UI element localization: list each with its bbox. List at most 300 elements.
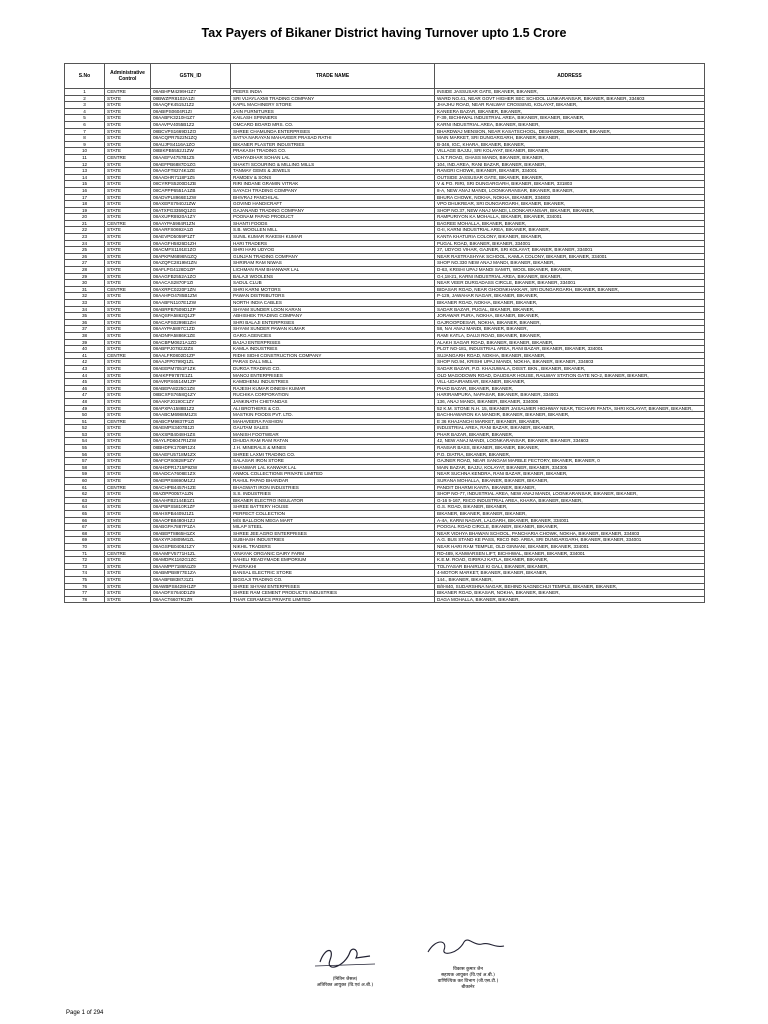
- cell-gstn: 08BIKPB5552J1ZW: [151, 148, 231, 155]
- cell-admin-control: STATE: [105, 253, 151, 260]
- cell-admin-control: STATE: [105, 543, 151, 550]
- cell-admin-control: CENTRE: [105, 484, 151, 491]
- cell-address: SHOP NO.94, KRISHI UPAJ MANDI, NOKHA, BIKANER, BIKANER, 334803: [435, 359, 705, 366]
- cell-sno: 38: [65, 332, 105, 339]
- cell-sno: 42: [65, 359, 105, 366]
- cell-sno: 61: [65, 484, 105, 491]
- table-row: [65, 596, 705, 603]
- table-row: [65, 451, 705, 458]
- table-row: [65, 300, 705, 307]
- table-row: [65, 484, 705, 491]
- cell-gstn: 08AARFS0692A1ZI: [151, 227, 231, 234]
- cell-address: A.G. BUS STAND KE PASS, RIICO IND. AREA, SRI DUNGARGARH, BIKANER, BIKANER, 334001: [435, 537, 705, 544]
- cell-sno: 1: [65, 89, 105, 96]
- cell-address: NEAR HARI RAM TEMPLE, OLD GINNANI, BIKANER, BIKANER, 334001: [435, 543, 705, 550]
- cell-admin-control: STATE: [105, 392, 151, 399]
- table-row: [65, 405, 705, 412]
- cell-gstn: 08AAMFV5771H1ZL: [151, 550, 231, 557]
- signature-right-scribble-icon: [408, 934, 528, 962]
- cell-sno: 64: [65, 504, 105, 511]
- cell-sno: 10: [65, 148, 105, 155]
- cell-address: P-129, JAWAHAR NAGAR, BIKANER, BIKANER,: [435, 293, 705, 300]
- cell-sno: 21: [65, 220, 105, 227]
- cell-sno: 63: [65, 497, 105, 504]
- cell-sno: 73: [65, 563, 105, 570]
- table-row: [65, 280, 705, 287]
- cell-gstn: 08AAHFB2144B1Z1: [151, 497, 231, 504]
- cell-gstn: 08AXEPS7940J1ZW: [151, 201, 231, 208]
- cell-sno: 32: [65, 293, 105, 300]
- table-row: [65, 306, 705, 313]
- cell-gstn: 08ACHPB4457H1ZE: [151, 484, 231, 491]
- table-row: [65, 273, 705, 280]
- cell-address: SHOP NO.37, NEW ANAJ MANDI, LOONKARANSAR, BIKANER, BIKANER,: [435, 207, 705, 214]
- cell-admin-control: STATE: [105, 108, 151, 115]
- cell-trade-name: PARAS DALL MILL: [231, 359, 435, 366]
- table-row: [65, 227, 705, 234]
- cell-sno: 47: [65, 392, 105, 399]
- cell-gstn: 08AXRPC0220F1ZN: [151, 286, 231, 293]
- table-row: [65, 524, 705, 531]
- cell-address: 144., BIKANER, BIKANER,: [435, 576, 705, 583]
- cell-trade-name: PAWAN DISTRIBUTORS: [231, 293, 435, 300]
- cell-address: KANEERA BAZAR, BIKANER, BIKANER,: [435, 108, 705, 115]
- table-row: [65, 583, 705, 590]
- cell-admin-control: STATE: [105, 121, 151, 128]
- cell-gstn: 08AAEFV4757B1Z5: [151, 154, 231, 161]
- cell-address: ALAKH SAGAR ROAD, BIKANER, BIKANER, BIKANER,: [435, 339, 705, 346]
- cell-trade-name: PRAKASH TRADING CO.: [231, 148, 435, 155]
- cell-address: PUGAL ROAD, BIKANER, BIKANER, 334001: [435, 240, 705, 247]
- table-row: [65, 359, 705, 366]
- cell-gstn: 08AADFS7640D1Z9: [151, 590, 231, 597]
- cell-trade-name: DHUDA RAM RAM RATAN: [231, 438, 435, 445]
- table-row: [65, 174, 705, 181]
- cell-sno: 44: [65, 372, 105, 379]
- cell-admin-control: STATE: [105, 596, 151, 603]
- cell-trade-name: SHREE RAM CEMENT PRODUCTS INDUSTRIES: [231, 590, 435, 597]
- cell-trade-name: SUNIL KUMAR RAKESH KUMAR: [231, 234, 435, 241]
- cell-trade-name: BIKANER ELECTRO INSULATOR: [231, 497, 435, 504]
- cell-trade-name: GAJANAND TRADING COMPANY: [231, 207, 435, 214]
- cell-admin-control: STATE: [105, 102, 151, 109]
- table-row: [65, 247, 705, 254]
- table-row: [65, 201, 705, 208]
- cell-gstn: 08ABCPM9837P1ZI: [151, 418, 231, 425]
- cell-trade-name: RAMDEV & SONS: [231, 174, 435, 181]
- cell-trade-name: MILAP STEEL: [231, 524, 435, 531]
- table-row: [65, 135, 705, 142]
- table-row: [65, 115, 705, 122]
- table-row: [65, 286, 705, 293]
- cell-gstn: 08AUJPS4116A1ZO: [151, 141, 231, 148]
- cell-gstn: 08AGSPB0408J1ZY: [151, 543, 231, 550]
- cell-sno: 78: [65, 596, 105, 603]
- table-row: [65, 511, 705, 518]
- cell-address: BIKANER ROAD, NOKHA, BIKANER, BIKANER,: [435, 300, 705, 307]
- cell-trade-name: SHRI HARI UDYOG: [231, 247, 435, 254]
- table-row: [65, 497, 705, 504]
- cell-gstn: 08CYRPS5200D1ZB: [151, 181, 231, 188]
- cell-admin-control: STATE: [105, 458, 151, 465]
- cell-trade-name: PEERS INDIA: [231, 89, 435, 96]
- cell-sno: 43: [65, 365, 105, 372]
- cell-sno: 66: [65, 517, 105, 524]
- cell-admin-control: STATE: [105, 95, 151, 102]
- cell-sno: 23: [65, 234, 105, 241]
- table-row: [65, 89, 705, 96]
- cell-address: G-16 5-167, RIICO INDUSTRIAL AREA, KHARA, BIKANER, BIKANER,: [435, 497, 705, 504]
- cell-trade-name: BAJAJ ENTERPRISES: [231, 339, 435, 346]
- cell-trade-name: ABHISHEK TRADING COMPANY: [231, 313, 435, 320]
- cell-sno: 76: [65, 583, 105, 590]
- cell-address: SURANA MOHALLA, BIKANER, BIKANER, BIKANER,: [435, 478, 705, 485]
- cell-admin-control: STATE: [105, 135, 151, 142]
- cell-trade-name: GARG AGENCIES: [231, 332, 435, 339]
- cell-sno: 33: [65, 300, 105, 307]
- cell-admin-control: STATE: [105, 405, 151, 412]
- cell-sno: 37: [65, 326, 105, 333]
- cell-trade-name: SAHELI READYMADE EMPORIUM: [231, 557, 435, 564]
- cell-address: RANGRI CHOWK, BIKANER, BIKANER, 334001: [435, 168, 705, 175]
- table-row: [65, 365, 705, 372]
- cell-sno: 70: [65, 543, 105, 550]
- cell-admin-control: STATE: [105, 530, 151, 537]
- header-gstn: GSTN_ID: [151, 64, 231, 89]
- cell-trade-name: SHRI BALAJI ENTERPRISES: [231, 319, 435, 326]
- cell-admin-control: STATE: [105, 194, 151, 201]
- table-row: [65, 530, 705, 537]
- page-number: Page 1 of 294: [66, 1010, 104, 1016]
- cell-trade-name: SAYACH TRADING COMPANY: [231, 187, 435, 194]
- cell-admin-control: STATE: [105, 273, 151, 280]
- table-row: [65, 478, 705, 485]
- cell-gstn: 08ABMPB8977E1ZA: [151, 570, 231, 577]
- cell-address: P.O. DIATRA, BIKANER, BIKANER,: [435, 451, 705, 458]
- cell-address: K.E.M. ROAD, GIRIRAJ KATLA, BIKANER, BIKANER,: [435, 557, 705, 564]
- cell-admin-control: STATE: [105, 570, 151, 577]
- cell-sno: 53: [65, 431, 105, 438]
- cell-trade-name: SATYA NARAYAN MAHAVEER PRASAD RATHI: [231, 135, 435, 142]
- table-row: [65, 141, 705, 148]
- cell-address: PHAR BAZAR, BIKANER, BIKANER,: [435, 431, 705, 438]
- cell-sno: 62: [65, 491, 105, 498]
- cell-gstn: 08AABFN1107E1ZW: [151, 300, 231, 307]
- cell-gstn: 08ACBPM0621A1ZD: [151, 339, 231, 346]
- cell-sno: 15: [65, 181, 105, 188]
- cell-trade-name: SALASAR IRON STORE: [231, 458, 435, 465]
- cell-sno: 19: [65, 207, 105, 214]
- table-row: [65, 570, 705, 577]
- table-row: [65, 504, 705, 511]
- cell-admin-control: STATE: [105, 590, 151, 597]
- cell-admin-control: STATE: [105, 491, 151, 498]
- cell-sno: 51: [65, 418, 105, 425]
- cell-address: 58, NAI ANAJ MANDI, BIKANER, BIKANER,: [435, 326, 705, 333]
- table-row: [65, 128, 705, 135]
- cell-trade-name: GUNJAN TRADING COMPANY: [231, 253, 435, 260]
- table-row: [65, 313, 705, 320]
- cell-admin-control: STATE: [105, 234, 151, 241]
- cell-trade-name: THAR CERAMICS PRIVATE LIMITED: [231, 596, 435, 603]
- table-row: [65, 168, 705, 175]
- cell-sno: 2: [65, 95, 105, 102]
- cell-address: MAIN MARKET, SRI DUNGARGARH, BIKANER, BIKANER,: [435, 135, 705, 142]
- cell-gstn: 08AXYPJ4809M1ZL: [151, 537, 231, 544]
- cell-gstn: 08ABHPM4299H1Z7: [151, 89, 231, 96]
- cell-trade-name: OMCARD BOARD MRS. CO.: [231, 121, 435, 128]
- cell-sno: 27: [65, 260, 105, 267]
- cell-sno: 29: [65, 273, 105, 280]
- cell-sno: 8: [65, 135, 105, 142]
- table-row: [65, 240, 705, 247]
- cell-trade-name: SHAKTI SCOURING & MILLING MILLS: [231, 161, 435, 168]
- header-sno: S.No: [65, 64, 105, 89]
- cell-sno: 71: [65, 550, 105, 557]
- cell-admin-control: STATE: [105, 313, 151, 320]
- cell-sno: 20: [65, 214, 105, 221]
- cell-gstn: 08AAGFH5826D1ZH: [151, 240, 231, 247]
- cell-address: GAJNER ROAD, NEAR SANGAM MARBLE FECTORY, BIKANER, BIKANER, 0: [435, 458, 705, 465]
- cell-gstn: 08AAEFU5718M1ZX: [151, 451, 231, 458]
- cell-trade-name: SHREE JEE AGRO ENTERPRISES: [231, 530, 435, 537]
- cell-address: RAMI KATLA, DAUJI ROAD, BIKANER, BIKANER,: [435, 332, 705, 339]
- cell-admin-control: STATE: [105, 300, 151, 307]
- table-row: [65, 471, 705, 478]
- table-row: [65, 194, 705, 201]
- cell-sno: 49: [65, 405, 105, 412]
- cell-sno: 52: [65, 425, 105, 432]
- table-row: [65, 445, 705, 452]
- header-admin-control: Administrative Control: [105, 64, 151, 89]
- cell-trade-name: BHIVRAJ PANCHILAL: [231, 194, 435, 201]
- cell-gstn: 08ADNPA5886K1ZE: [151, 332, 231, 339]
- cell-trade-name: NORTH INDIA CABLES: [231, 300, 435, 307]
- cell-admin-control: STATE: [105, 319, 151, 326]
- cell-sno: 12: [65, 161, 105, 168]
- cell-sno: 46: [65, 385, 105, 392]
- cell-address: 42, NEW ANAJ MANDI, LOONKARANSAR, BIKANER, BIKANER, 334603: [435, 438, 705, 445]
- cell-trade-name: MANOJ ENTERPRISES: [231, 372, 435, 379]
- cell-gstn: 08AACT6607R1ZR: [151, 596, 231, 603]
- cell-admin-control: STATE: [105, 385, 151, 392]
- cell-trade-name: BANSAL ELECTRIC STORE: [231, 570, 435, 577]
- cell-address: INSIDE JASSUSAR GATE, BIKANER, BIKANER,: [435, 89, 705, 96]
- cell-sno: 45: [65, 379, 105, 386]
- cell-address: G-I,18-21, KARNI INDUSTRIAL AREA, BIKANER, BIKANER,: [435, 273, 705, 280]
- cell-gstn: 08AABCM6988M1ZS: [151, 412, 231, 419]
- table-row: [65, 332, 705, 339]
- cell-address: 8-A, NEW ANAJ MANDI, LOONKARANSAR, BIKANER, BIKANER,: [435, 187, 705, 194]
- cell-admin-control: STATE: [105, 445, 151, 452]
- cell-address: BHURA CHOWK, NOKHA, NOKHA, BIKANER, 334803: [435, 194, 705, 201]
- cell-admin-control: STATE: [105, 346, 151, 353]
- cell-address: BAGREE MOHALLA, BIKANER, BIKANER,: [435, 220, 705, 227]
- cell-trade-name: SRI VIJAYLAXMI TRADING COMPANY: [231, 95, 435, 102]
- cell-address: BIKANER, BIKANER, BIKANER, BIKANER,: [435, 511, 705, 518]
- cell-sno: 14: [65, 174, 105, 181]
- cell-sno: 3: [65, 102, 105, 109]
- table-row: [65, 392, 705, 399]
- cell-gstn: 08BWZPR8102A1ZI: [151, 95, 231, 102]
- cell-trade-name: RUCHIKA CORPORATION: [231, 392, 435, 399]
- cell-gstn: 08AAMPP7186N1Z9: [151, 563, 231, 570]
- cell-trade-name: BHANWAR LAL KANWAR LAL: [231, 464, 435, 471]
- cell-trade-name: PERFECT COLLECTION: [231, 511, 435, 518]
- cell-trade-name: RIRI INDANE GRAMIN VITRAK: [231, 181, 435, 188]
- cell-gstn: 08AAHPO4785B1ZM: [151, 293, 231, 300]
- cell-gstn: 08ABGPA7887P1ZA: [151, 524, 231, 531]
- table-row: [65, 154, 705, 161]
- cell-sno: 35: [65, 313, 105, 320]
- cell-admin-control: STATE: [105, 181, 151, 188]
- cell-trade-name: SHREE SHYAM ENTERPRISES: [231, 583, 435, 590]
- cell-trade-name: HARI TRADERS: [231, 240, 435, 247]
- cell-address: L.N.T.ROAD, GHASS MANDI, BIKANER, BIKANER,: [435, 154, 705, 161]
- cell-address: NEAR SUCHNA KENDRA, RANI BAZAR, BIKANER, BIKANER,: [435, 471, 705, 478]
- cell-address: KANTA KHATURIA COLONY, BIKANER, BIKANER,: [435, 234, 705, 241]
- cell-sno: 69: [65, 537, 105, 544]
- table-row: [65, 372, 705, 379]
- table-row: [65, 425, 705, 432]
- cell-address: 104, IND.AREA, RANI BAZAR, BIKANER, BIKANER,: [435, 161, 705, 168]
- cell-trade-name: RIDHI SIDHI CONSTRUCTION COMPANY: [231, 352, 435, 359]
- cell-trade-name: MASTKIN FOODS PVT. LTD.: [231, 412, 435, 419]
- cell-sno: 11: [65, 154, 105, 161]
- cell-trade-name: SUBHASH INDUSTRIES: [231, 537, 435, 544]
- cell-gstn: 08AVRPS6514M1ZP: [151, 379, 231, 386]
- cell-address: G-II, KARNI INDUSTRIAL AREA, BIKANER, BIKANER,: [435, 227, 705, 234]
- cell-address: V & PO. RIRI, SRI DUNGARGARH, BIKANER, BIKANER, 331803: [435, 181, 705, 188]
- cell-trade-name: GOVIND HANDICRAFT: [231, 201, 435, 208]
- cell-address: POOGAL ROAD CIRCLE, BIKANER, BIKANER, BIKANER,: [435, 524, 705, 531]
- cell-gstn: 08AALFR0802D1ZP: [151, 352, 231, 359]
- cell-trade-name: DURGA TRADING CO.: [231, 365, 435, 372]
- cell-admin-control: STATE: [105, 537, 151, 544]
- cell-address: DAGA MOHALLA, BIKANER, BIKANER,: [435, 596, 705, 603]
- cell-gstn: 08BCXPS7658Q1ZY: [151, 392, 231, 399]
- cell-trade-name: RAJESH KUMAR DINESH KUMAR: [231, 385, 435, 392]
- table-row: [65, 458, 705, 465]
- cell-gstn: 08AFLPG4128D1ZP: [151, 267, 231, 274]
- signature-right-name: विकास कुमार जैन: [453, 967, 483, 972]
- cell-trade-name: SHREE LAXMI TRADING CO.: [231, 451, 435, 458]
- cell-admin-control: CENTRE: [105, 286, 151, 293]
- cell-admin-control: STATE: [105, 260, 151, 267]
- cell-address: F-39, BICHHWAL INDUSTRIAL AREA, BIKANER, BIKANER, BIKANER,: [435, 115, 705, 122]
- cell-sno: 7: [65, 128, 105, 135]
- table-row: [65, 563, 705, 570]
- cell-trade-name: VINAYAK ORGANIC DAIRY FARM: [231, 550, 435, 557]
- table-row: [65, 398, 705, 405]
- table-row: [65, 339, 705, 346]
- cell-gstn: 08AAOFB8480H1ZJ: [151, 517, 231, 524]
- cell-trade-name: KAPIL MACHINERY STORE: [231, 102, 435, 109]
- cell-gstn: 08AZIPP0057A1ZN: [151, 491, 231, 498]
- cell-admin-control: STATE: [105, 471, 151, 478]
- cell-admin-control: STATE: [105, 412, 151, 419]
- cell-sno: 16: [65, 187, 105, 194]
- cell-sno: 50: [65, 412, 105, 419]
- cell-admin-control: STATE: [105, 168, 151, 175]
- cell-admin-control: STATE: [105, 431, 151, 438]
- cell-address: SHOP NO.330 NEW ANAJ MANDI, BIKANER, BIKANER,: [435, 260, 705, 267]
- cell-gstn: 08ADVPL8966E1ZW: [151, 194, 231, 201]
- taxpayer-table: [64, 63, 705, 603]
- cell-gstn: 08ACAPS0299B1ZH: [151, 319, 231, 326]
- cell-admin-control: STATE: [105, 517, 151, 524]
- table-row: [65, 379, 705, 386]
- table-header-row: [65, 64, 705, 89]
- cell-gstn: 08AADCA7608E1ZX: [151, 471, 231, 478]
- table-row: [65, 537, 705, 544]
- table-row: [65, 108, 705, 115]
- cell-trade-name: PAGRAKHI: [231, 563, 435, 570]
- cell-trade-name: RAHUL PAPAD BHANDAR: [231, 478, 435, 485]
- cell-sno: 41: [65, 352, 105, 359]
- signature-left-designation: अतिरिक्त आयुक्त (वि.एवं अ.बी.): [316, 983, 374, 988]
- cell-trade-name: SHANTI FOODS: [231, 220, 435, 227]
- cell-address: VILLAGE BAJJU, SRI KOLAYAT, BIKANER, BIKANER,: [435, 148, 705, 155]
- cell-sno: 54: [65, 438, 105, 445]
- cell-sno: 24: [65, 240, 105, 247]
- cell-admin-control: CENTRE: [105, 89, 151, 96]
- cell-admin-control: STATE: [105, 247, 151, 254]
- cell-gstn: 08ABEPT8865H1ZX: [151, 530, 231, 537]
- cell-sno: 22: [65, 227, 105, 234]
- cell-sno: 31: [65, 286, 105, 293]
- cell-address: BHARDWAJ MENSION, NEAR KASATSCHOOL, DESHNOKE, BIKANER, BIKANER,: [435, 128, 705, 135]
- cell-address: JORAWAR PURA, NOKHA, BIKANER, BIKANER,: [435, 313, 705, 320]
- table-row: [65, 385, 705, 392]
- cell-address: B-346, IGC, KHARA, BIKANER, BIKANER,: [435, 141, 705, 148]
- table-row: [65, 181, 705, 188]
- cell-sno: 56: [65, 451, 105, 458]
- cell-admin-control: CENTRE: [105, 352, 151, 359]
- cell-trade-name: SHRIRAM RAM NIWAS: [231, 260, 435, 267]
- cell-sno: 68: [65, 530, 105, 537]
- cell-gstn: 08AAGFB2552A1ZO: [151, 273, 231, 280]
- cell-sno: 74: [65, 570, 105, 577]
- cell-sno: 58: [65, 464, 105, 471]
- cell-address: VILL-UDAIRAMSAR, BIKANER, BIKANER,: [435, 379, 705, 386]
- cell-admin-control: STATE: [105, 306, 151, 313]
- cell-admin-control: STATE: [105, 451, 151, 458]
- cell-address: SADAR BAZAR, PUGAL, BIKANER, BIKANER,: [435, 306, 705, 313]
- table-row: [65, 491, 705, 498]
- cell-admin-control: STATE: [105, 187, 151, 194]
- cell-admin-control: STATE: [105, 326, 151, 333]
- cell-address: MAIN BAZAR, BAJJU, KOLAYAT, BIKANER, BIKANER, 334305: [435, 464, 705, 471]
- cell-sno: 72: [65, 557, 105, 564]
- cell-admin-control: STATE: [105, 174, 151, 181]
- table-row: [65, 253, 705, 260]
- cell-address: JHAJHU ROAD, NEAR RAILWAY CROSSING, KOLAYAT, BIKANER,: [435, 102, 705, 109]
- table-row: [65, 220, 705, 227]
- cell-admin-control: STATE: [105, 207, 151, 214]
- cell-admin-control: STATE: [105, 438, 151, 445]
- cell-gstn: 08AADHR7118F1Z5: [151, 174, 231, 181]
- cell-admin-control: STATE: [105, 576, 151, 583]
- cell-admin-control: STATE: [105, 128, 151, 135]
- cell-gstn: 08AXUPR8920A1ZY: [151, 214, 231, 221]
- cell-trade-name: SHREE CHAMUNDA ENTERPRISES: [231, 128, 435, 135]
- cell-sno: 5: [65, 115, 105, 122]
- cell-admin-control: STATE: [105, 497, 151, 504]
- cell-admin-control: STATE: [105, 293, 151, 300]
- cell-gstn: 08APXPA1588B1Z2: [151, 405, 231, 412]
- cell-address: OLD MAGODOWN ROAD, DAUDSAR HOUSE, RAILWAY STATION GATE NO-2, BIKANER, BIKANER,: [435, 372, 705, 379]
